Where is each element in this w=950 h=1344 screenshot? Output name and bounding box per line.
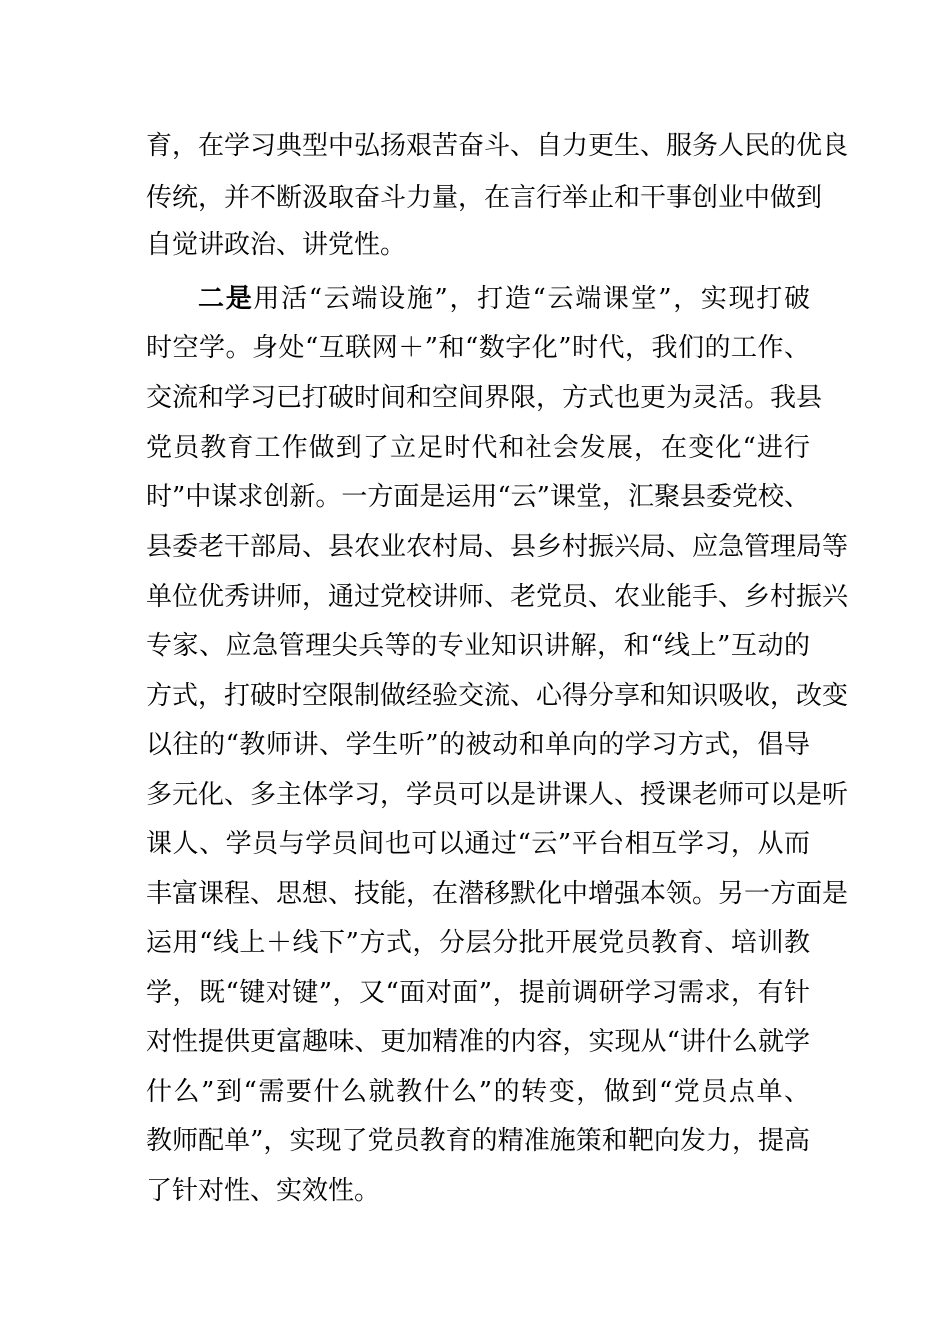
paragraph-2-line-18: 教师配单”，实现了党员教育的精准施策和靶向发力，提高 — [146, 1126, 810, 1156]
paragraph-2-line-1 — [198, 281, 810, 317]
paragraph-2-line-7: 单位优秀讲师，通过党校讲师、老党员、农业能手、乡村振兴 — [146, 582, 849, 612]
paragraph-2-lead: 二是 — [198, 284, 254, 314]
paragraph-2-line-8: 专家、应急管理尖兵等的专业知识讲解，和“线上”互动的 — [146, 631, 810, 661]
paragraph-2-line-15: 学，既“键对键”，又“面对面”，提前调研学习需求，有针 — [146, 978, 810, 1008]
paragraph-2-line-14: 运用“线上＋线下”方式，分层分批开展党员教育、培训教 — [146, 928, 810, 958]
paragraph-2-line-10: 以往的“教师讲、学生听”的被动和单向的学习方式，倡导 — [146, 730, 810, 760]
paragraph-2-line-17: 什么”到“需要什么就教什么”的转变，做到“党员点单、 — [146, 1077, 810, 1107]
paragraph-2-line-11: 多元化、多主体学习，学员可以是讲课人、授课老师可以是听 — [146, 780, 849, 810]
paragraph-1-line-1: 育，在学习典型中弘扬艰苦奋斗、自力更生、服务人民的优良 — [146, 131, 849, 161]
paragraph-2-line-1-text: 用活“云端设施”，打造“云端课堂”，实现打破 — [253, 284, 810, 314]
paragraph-2-line-19: 了针对性、实效性。 — [146, 1176, 381, 1206]
paragraph-2-line-5: 时”中谋求创新。一方面是运用“云”课堂，汇聚县委党校、 — [146, 482, 810, 512]
paragraph-2-line-13: 丰富课程、思想、技能，在潜移默化中增强本领。另一方面是 — [146, 879, 849, 909]
paragraph-1-line-2: 传统，并不断汲取奋斗力量，在言行举止和干事创业中做到 — [146, 183, 823, 213]
paragraph-1-line-3: 自觉讲政治、讲党性。 — [146, 230, 407, 260]
paragraph-2-line-9: 方式，打破时空限制做经验交流、心得分享和知识吸收，改变 — [146, 681, 849, 711]
paragraph-2-line-6: 县委老干部局、县农业农村局、县乡村振兴局、应急管理局等 — [146, 532, 849, 562]
paragraph-2-line-3: 交流和学习已打破时间和空间界限，方式也更为灵活。我县 — [146, 383, 823, 413]
paragraph-2-line-2: 时空学。身处“互联网＋”和“数字化”时代，我们的工作、 — [146, 333, 810, 363]
paragraph-2-line-4: 党员教育工作做到了立足时代和社会发展，在变化“进行 — [146, 433, 810, 463]
paragraph-2-line-16: 对性提供更富趣味、更加精准的内容，实现从“讲什么就学 — [146, 1027, 810, 1057]
paragraph-2-line-12: 课人、学员与学员间也可以通过“云”平台相互学习，从而 — [146, 829, 810, 859]
